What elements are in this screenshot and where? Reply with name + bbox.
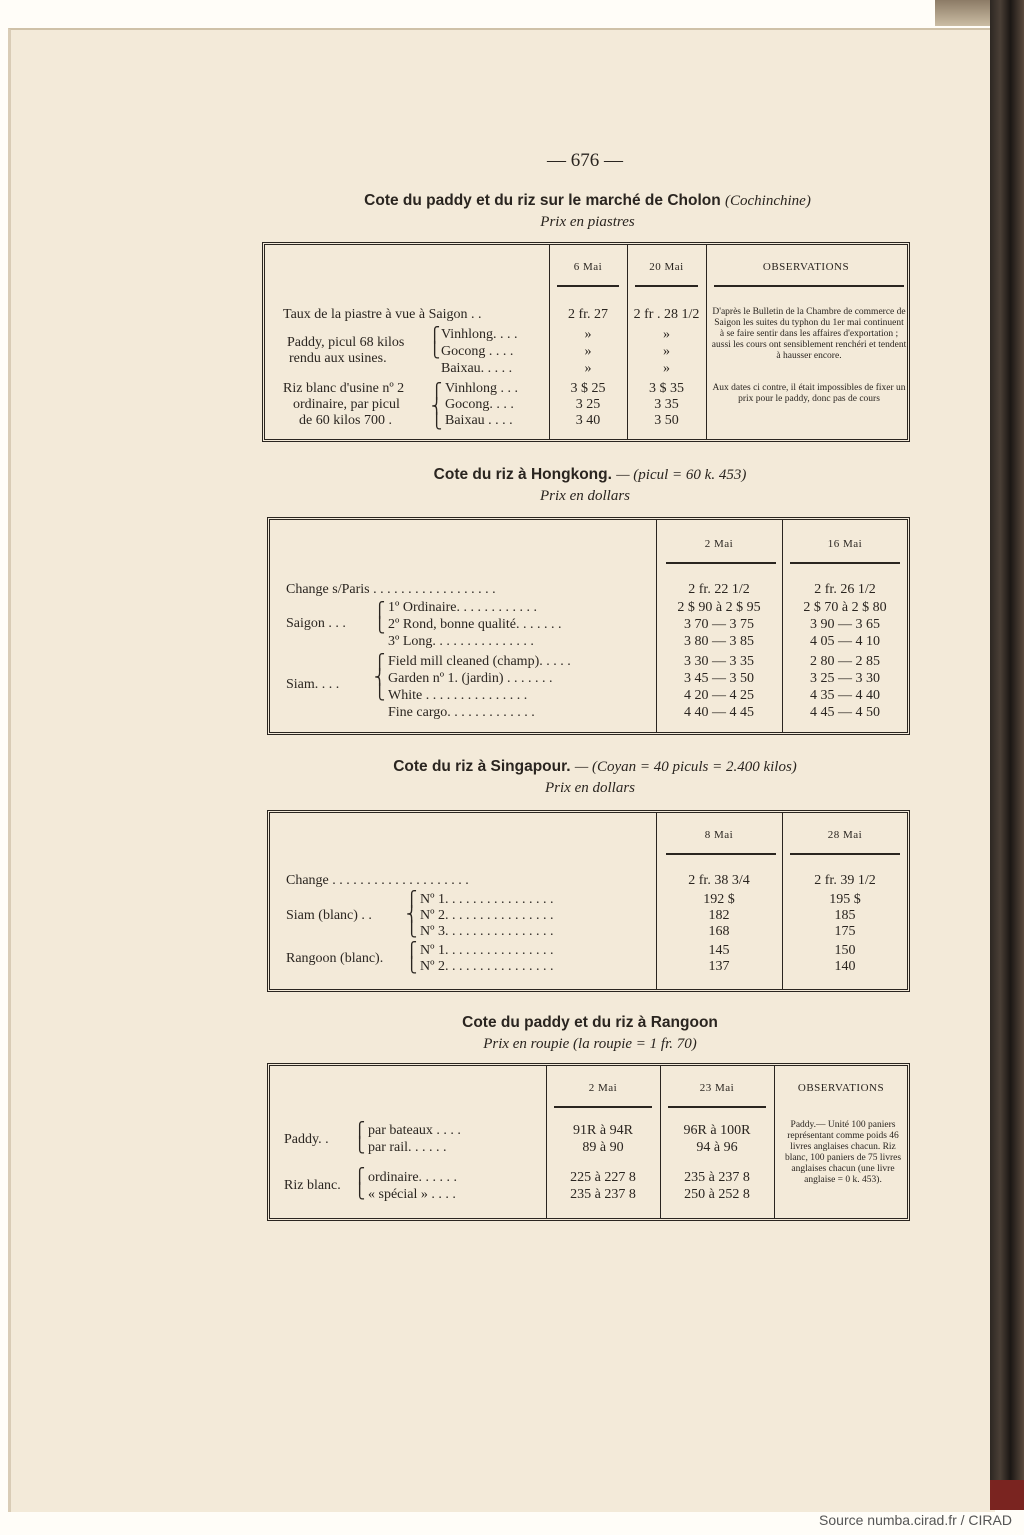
table4-row-label: ordinaire. . . . . .	[368, 1170, 458, 1185]
table1-cell: 3 $ 35	[649, 381, 684, 396]
table1-cell: 2 fr . 28 1/2	[633, 307, 700, 322]
table3-row-label: Nº 1. . . . . . . . . . . . . . . .	[420, 892, 554, 907]
table1-header-col3: OBSERVATIONS	[762, 261, 850, 273]
table4-cell: 89 à 90	[582, 1140, 624, 1155]
source-credit: Source numba.cirad.fr / CIRAD	[819, 1512, 1012, 1528]
table2-cell: 3 90 — 3 65	[810, 617, 880, 632]
brace-icon: ⎧ ⎩	[354, 1123, 366, 1154]
table2-row-label: Garden nº 1. (jardin) . . . . . . .	[388, 671, 553, 686]
table4-group-label: Paddy. .	[284, 1132, 329, 1147]
table2-cell: 4 40 — 4 45	[684, 705, 754, 720]
table4-row-label: par bateaux . . . .	[368, 1123, 461, 1138]
table3-group-label: Rangoon (blanc).	[286, 951, 384, 966]
table1-header-col1: 6 Mai	[573, 261, 603, 273]
table2-cell: 2 fr. 22 1/2	[688, 582, 750, 597]
table3-cell: 145	[708, 943, 730, 958]
table1-row-label: Vinhlong . . .	[445, 381, 519, 396]
brace-icon: ⎧ ⎩	[406, 943, 418, 974]
table1-subtitle: Prix en piastres	[540, 214, 635, 230]
table1-row-label: Gocong. . . .	[445, 397, 514, 412]
table4-cell: 225 à 227 8	[570, 1170, 636, 1185]
table2-row-label: Change s/Paris . . . . . . . . . . . . . . . . . .	[286, 582, 496, 597]
table1-cell: »	[584, 344, 592, 359]
table2-row-label: White . . . . . . . . . . . . . . .	[388, 688, 528, 703]
table4-header-col1: 2 Mai	[588, 1082, 618, 1094]
table3-subtitle: Prix en dollars	[545, 780, 635, 796]
table2-group-label: Siam. . . .	[286, 677, 340, 692]
table2-title: Cote du riz à Hongkong. — (picul = 60 k. 453)	[433, 466, 747, 483]
table2-cell: 4 20 — 4 25	[684, 688, 754, 703]
table2-cell: 4 35 — 4 40	[810, 688, 880, 703]
table2-cell: 3 45 — 3 50	[684, 671, 754, 686]
brace-icon: ⎧ ⎨ ⎩	[431, 384, 443, 430]
table3-cell: 182	[708, 908, 730, 923]
brace-icon: ⎧ ⎨ ⎩	[406, 892, 418, 938]
table1-row-label: Baixau. . . . .	[441, 361, 513, 376]
table1-row-label: Baixau . . . .	[445, 413, 513, 428]
table4-observations: Paddy.— Unité 100 paniers représentant comme poids 46 livres anglaises chacun. Riz blanc, 100 paniers de 75 livres anglaises chacun (une livre anglaise = 0 k. 453).	[784, 1120, 902, 1185]
table1-group-label: rendu aux usines.	[289, 351, 387, 366]
table4-header-col3: OBSERVATIONS	[797, 1082, 885, 1094]
table2-cell: 4 45 — 4 50	[810, 705, 880, 720]
brace-icon: ⎧ ⎩	[429, 328, 441, 359]
table3-cell: 2 fr. 39 1/2	[814, 873, 876, 888]
table1-group-label: Riz blanc d'usine nº 2	[283, 381, 405, 396]
table1-cell: 2 fr. 27	[567, 307, 609, 322]
table2-row-label: 2º Rond, bonne qualité. . . . . . .	[388, 617, 562, 632]
brace-icon: ⎧ ⎩	[374, 603, 386, 634]
table1-cell: »	[663, 361, 670, 376]
table2-cell: 2 $ 70 à 2 $ 80	[803, 600, 887, 615]
table1-observations-2: Aux dates ci contre, il était impossibles de fixer un prix pour le paddy, donc pas de cours	[712, 383, 906, 404]
table1-group-label: ordinaire, par picul	[293, 397, 400, 412]
table4-group-label: Riz blanc.	[284, 1178, 341, 1193]
table1-cell: »	[584, 361, 592, 376]
table1	[262, 242, 910, 442]
table4-title: Cote du paddy et du riz à Rangoon	[462, 1014, 718, 1031]
table4-cell: 91R à 94R	[573, 1123, 633, 1138]
table3-header-col2: 28 Mai	[827, 829, 863, 841]
table4-cell: 94 à 96	[696, 1140, 738, 1155]
table2-cell: 2 80 — 2 85	[810, 654, 880, 669]
table2-row-label: Field mill cleaned (champ). . . . .	[388, 654, 571, 669]
table3-row-label: Nº 1. . . . . . . . . . . . . . . .	[420, 943, 554, 958]
table1-header-col2: 20 Mai	[649, 261, 684, 273]
table2-header-col1: 2 Mai	[704, 538, 734, 550]
table4-cell: 250 à 252 8	[684, 1187, 750, 1202]
table1-row-label: Vinhlong. . . .	[441, 327, 518, 342]
table3-title: Cote du riz à Singapour. — (Coyan = 40 piculs = 2.400 kilos)	[393, 758, 797, 775]
table2	[267, 517, 910, 735]
table3-cell: 137	[708, 959, 730, 974]
table3-group-label: Siam (blanc) . .	[286, 908, 372, 923]
brace-icon: ⎧ ⎩	[354, 1169, 366, 1200]
page-number: — 676 —	[547, 150, 623, 171]
table4-row-label: « spécial » . . . .	[368, 1187, 456, 1202]
table2-cell: 3 70 — 3 75	[684, 617, 754, 632]
table3	[267, 810, 910, 992]
table1-row-label: Taux de la piastre à vue à Saigon . .	[283, 307, 482, 322]
table3-row-label: Nº 3. . . . . . . . . . . . . . . .	[420, 924, 554, 939]
table1-cell: 3 40	[575, 413, 601, 428]
table2-cell: 2 $ 90 à 2 $ 95	[677, 600, 761, 615]
table1-cell: 3 25	[575, 397, 601, 412]
table3-row-label: Change . . . . . . . . . . . . . . . . . . . .	[286, 873, 469, 888]
table1-cell: 3 $ 25	[570, 381, 606, 396]
table1-cell: 3 35	[654, 397, 679, 412]
table2-row-label: Fine cargo. . . . . . . . . . . . .	[388, 705, 535, 720]
table3-cell: 150	[834, 943, 856, 958]
table4-cell: 235 à 237 8	[570, 1187, 636, 1202]
table2-row-label: 1º Ordinaire. . . . . . . . . . . .	[388, 600, 537, 615]
table4-header-col2: 23 Mai	[699, 1082, 735, 1094]
table3-cell: 175	[834, 924, 856, 939]
table2-group-label: Saigon . . .	[286, 616, 346, 631]
table1-title: Cote du paddy et du riz sur le marché de Cholon (Cochinchine)	[364, 192, 811, 209]
table4-cell: 96R à 100R	[683, 1123, 751, 1138]
table2-cell: 3 30 — 3 35	[684, 654, 754, 669]
table1-row-label: Gocong . . . .	[441, 344, 514, 359]
brace-icon: ⎧ ⎨ ⎩	[374, 655, 386, 701]
table2-cell: 3 80 — 3 85	[684, 634, 754, 649]
table3-cell: 192 $	[703, 892, 735, 907]
table2-row-label: 3º Long. . . . . . . . . . . . . . .	[388, 634, 534, 649]
table2-cell: 4 05 — 4 10	[810, 634, 880, 649]
table4	[267, 1063, 910, 1221]
table2-header-col2: 16 Mai	[827, 538, 863, 550]
table2-cell: 3 25 — 3 30	[810, 671, 880, 686]
table1-cell: »	[663, 344, 670, 359]
table4-cell: 235 à 237 8	[684, 1170, 750, 1185]
table3-cell: 168	[708, 924, 730, 939]
table1-observations: D'après le Bulletin de la Chambre de commerce de Saigon les suites du typhon du 1er mai continuent à se faire sentir dans les affaires d'exportation ; aussi les cours ont sensiblement renchéri et tendent à hausser encore.	[711, 307, 907, 361]
table2-cell: 2 fr. 26 1/2	[814, 582, 876, 597]
table3-row-label: Nº 2. . . . . . . . . . . . . . . .	[420, 908, 554, 923]
table3-cell: 185	[834, 908, 856, 923]
table1-group-label: de 60 kilos 700 .	[299, 413, 392, 428]
table1-cell: »	[584, 327, 592, 342]
table2-subtitle: Prix en dollars	[540, 488, 630, 504]
table4-subtitle: Prix en roupie (la roupie = 1 fr. 70)	[483, 1036, 697, 1052]
table4-row-label: par rail. . . . . .	[368, 1140, 447, 1155]
table3-header-col1: 8 Mai	[704, 829, 734, 841]
table1-group-label: Paddy, picul 68 kilos	[287, 335, 405, 350]
table1-cell: 3 50	[654, 413, 679, 428]
table3-cell: 2 fr. 38 3/4	[688, 873, 750, 888]
table3-row-label: Nº 2. . . . . . . . . . . . . . . .	[420, 959, 554, 974]
bookmark-ribbon	[990, 1480, 1024, 1510]
table3-cell: 195 $	[829, 892, 861, 907]
table3-cell: 140	[834, 959, 856, 974]
table1-cell: »	[663, 327, 670, 342]
